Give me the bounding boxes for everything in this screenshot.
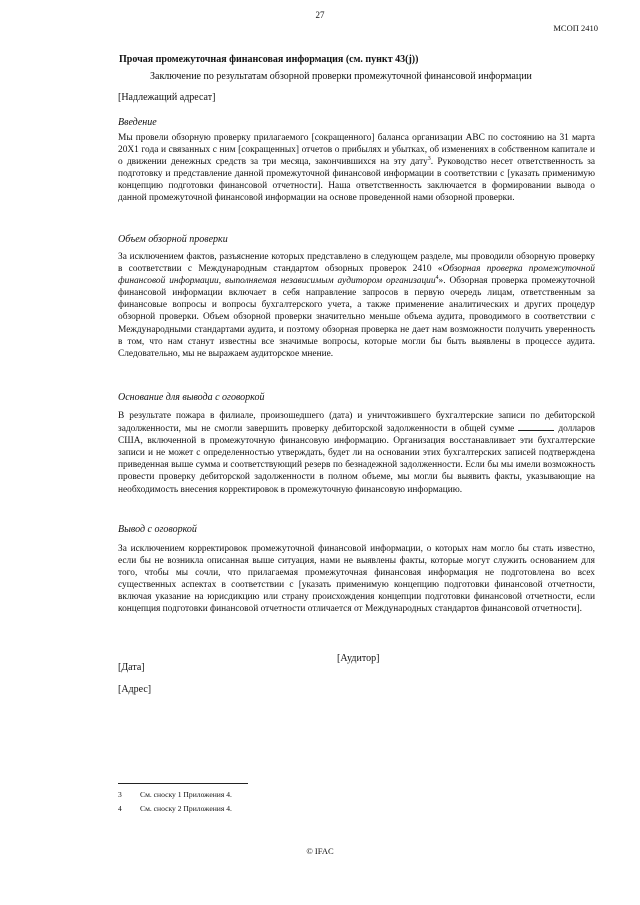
qualified-paragraph: За исключением корректировок промежуточной финансовой информации, о которых нам могло бы стать известно, если бы не возникла описанная выше ситуация, нами не выявлены факты, которые могут служить основанием для того, чтобы мы сочли, что прилагаемая промежуточная финансовая информация не подготовлена во всех существенных аспектах в соответствии с [указать применимую концепцию подготовки финансовой отчетности, включая указание на юрисдикцию или страну происхождения концепции подготовки финансовой отчетности, если концепция подготовки финансовой отчетности отличается от Международных стандартов финансовой отчетности]. xyxy=(118,544,595,615)
scope-heading: Объем обзорной проверки xyxy=(118,234,228,245)
footnote-3 xyxy=(118,790,232,799)
scope-paragraph xyxy=(118,251,595,360)
footnote-number: 3 xyxy=(118,790,122,799)
conclusion-title: Заключение по результатам обзорной проверки промежуточной финансовой информации xyxy=(150,71,532,82)
intro-heading: Введение xyxy=(118,117,157,128)
address-placeholder: [Адрес] xyxy=(118,684,152,695)
document-code: МСОП 2410 xyxy=(553,23,598,33)
isre-2410-title: Обзорная проверка промежуточной финансовой информации, выполняемая независимым аудитором организации xyxy=(118,264,595,287)
footnote-number: 4 xyxy=(118,804,122,813)
page-number: 27 xyxy=(315,10,325,20)
footnote-text: См. сноску 2 Приложения 4. xyxy=(140,804,232,813)
intro-text-continued: . Руководство несет ответственность за подготовку и представление данной промежуточной финансовой информации в соответствии с [указать применимую концепцию подготовки финансовой отчетности]. Наша ответственность заключается в формировании вывода о данной промежуточной финансовой информации на основе проведенной нами обзорной проверки. xyxy=(118,157,595,204)
footnote-ref-3[interactable]: 3 xyxy=(427,156,431,163)
section-title: Прочая промежуточная финансовая информация (см. пункт 43(j)) xyxy=(119,54,419,65)
scope-text: За исключением фактов, разъяснение которых представлено в следующем разделе, мы проводили обзорную проверку в соответствии с Международным стандартом обзорных проверок 2410 « xyxy=(118,252,595,275)
basis-text-continued: долларов США, включенной в промежуточную финансовую информацию. Организация восстанавливает эти бухгалтерские записи и не может с определенностью утверждать, будет ли на основании этих бухгалтерских записей подтверждена приведенная выше сумма и соответствующий резерв по безнадежной задолженности. Если бы мы имели возможность провести проверку дебиторской задолженности в полном объеме, мы могли бы выявить факты, указывающие на необходимость внесения корректировок в промежуточную финансовую информацию. xyxy=(118,424,595,495)
footnote-text: См. сноску 1 Приложения 4. xyxy=(140,790,232,799)
footnote-4 xyxy=(118,804,232,813)
basis-text: В результате пожара в филиале, произошедшего (дата) и уничтожившего бухгалтерские записи по дебиторской задолженности, мы не смогли завершить проверку дебиторской задолженности в общей сумме xyxy=(118,411,595,435)
amount-blank xyxy=(518,422,554,431)
intro-text: Мы провели обзорную проверку прилагаемого [сокращенного] баланса организации АВС по состоянию на 31 марта 20Х1 года и связанных с ним [сокращенных] отчетов о прибылях и убытках, об изменениях в собственном капитале и о движении денежных средств за три месяца, закончившихся на эту дату xyxy=(118,133,595,168)
footnote-divider xyxy=(118,783,248,784)
qualified-heading: Вывод с оговоркой xyxy=(118,524,197,535)
basis-paragraph xyxy=(118,410,595,496)
addressee: [Надлежащий адресат] xyxy=(118,92,216,103)
date-placeholder: [Дата] xyxy=(118,662,145,673)
scope-text-continued: ». Обзорная проверка промежуточной финансовой информации включает в себя направление запросов в первую очередь лицам, ответственным за финансовые вопросы и вопросы бухгалтерского учета, а также применение аналитических и других процедур обзорной проверки. Объем обзорной проверки значительно меньше объема аудита, проводимого в соответствии с Международными стандартами аудита, и поэтому обзорная проверка не дает нам возможности получить уверенность в том, что нам станут известны все значимые вопросы, которые могли бы быть выявлены в процессе аудита. Следовательно, мы не выражаем аудиторское мнение. xyxy=(118,276,595,359)
intro-paragraph xyxy=(118,132,595,205)
basis-heading: Основание для вывода с оговоркой xyxy=(118,392,265,403)
auditor-placeholder: [Аудитор] xyxy=(337,653,380,664)
footnote-ref-4[interactable]: 4 xyxy=(435,275,439,282)
copyright: © IFAC xyxy=(306,846,334,856)
